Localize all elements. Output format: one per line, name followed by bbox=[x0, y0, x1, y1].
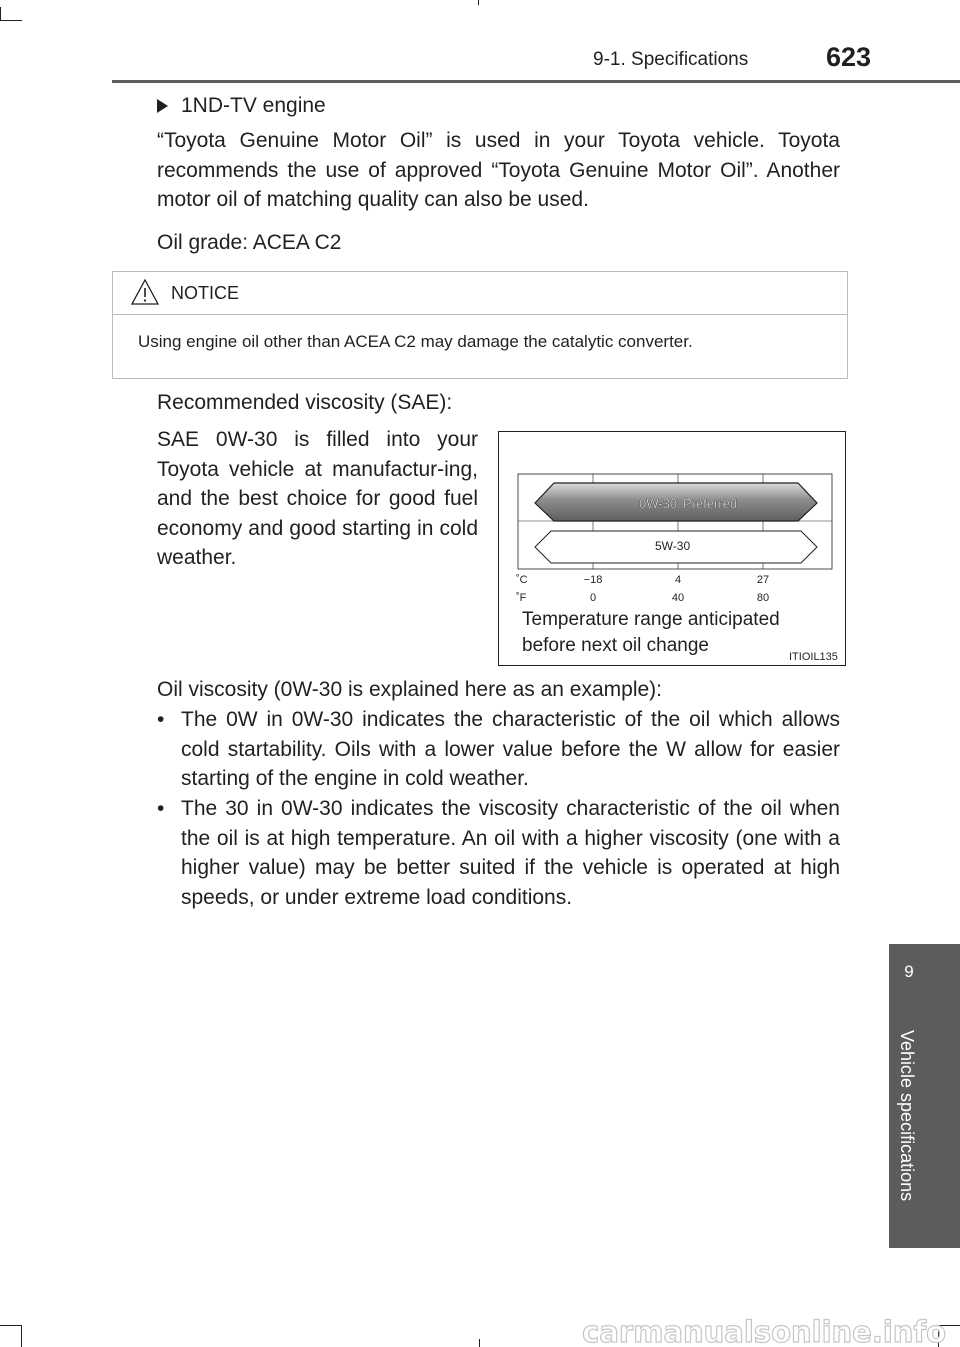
preferred-grade-label: 0W-30 bbox=[639, 496, 678, 511]
bullet-marker: • bbox=[157, 797, 165, 820]
bullet-marker: • bbox=[157, 708, 165, 731]
list-item bbox=[157, 705, 840, 794]
header-rule bbox=[112, 80, 960, 83]
chapter-number: 9 bbox=[904, 962, 914, 981]
crop-mark bbox=[0, 1325, 22, 1326]
celsius-tick-label: −18 bbox=[583, 574, 603, 586]
engine-heading-text: 1ND-TV engine bbox=[181, 94, 326, 117]
crop-mark bbox=[938, 1325, 960, 1326]
figure-code: ITIOIL135 bbox=[789, 651, 838, 663]
crop-mark bbox=[0, 20, 22, 21]
viscosity-figure bbox=[498, 431, 846, 666]
notice-box bbox=[112, 271, 848, 379]
section-title: 9-1. Specifications bbox=[593, 49, 749, 70]
fahrenheit-tick-label: 0 bbox=[589, 592, 597, 604]
watermark-text: carmanualsonline.info bbox=[582, 1315, 946, 1347]
figure-caption bbox=[522, 607, 780, 659]
preferred-text-label: Preferred bbox=[683, 496, 738, 511]
figure-caption-line: before next oil change bbox=[522, 635, 709, 656]
fahrenheit-tick-label: 40 bbox=[671, 592, 685, 604]
crop-mark bbox=[479, 1339, 480, 1347]
list-item-text: The 0W in 0W-30 indicates the characteristic of the oil which allows cold startability. Oils with a lower value before the W allow for easier starting of the engine in cold weather. bbox=[181, 708, 840, 790]
notice-body: Using engine oil other than ACEA C2 may damage the catalytic converter. bbox=[138, 332, 693, 351]
crop-mark bbox=[21, 1325, 22, 1347]
page-number: 623 bbox=[826, 42, 872, 72]
fahrenheit-tick-label: 80 bbox=[756, 592, 770, 604]
crop-mark bbox=[0, 7, 1, 21]
viscosity-heading: Recommended viscosity (SAE): bbox=[157, 391, 453, 414]
list-item-text: The 30 in 0W-30 indicates the viscosity characteristic of the oil when the oil is at high temperature. An oil with a higher viscosity (one with a higher value) may be better suited if the vehicle is operated at high speeds, or under extreme load conditions. bbox=[181, 797, 840, 909]
engine-heading bbox=[157, 94, 326, 118]
figure-caption-line: Temperature range anticipated bbox=[522, 609, 780, 630]
warning-triangle-icon bbox=[130, 278, 160, 306]
viscosity-text: SAE 0W-30 is filled into your Toyota vehicle at manufactur-ing, and the best choice for good fuel economy and good starting in cold weather. bbox=[157, 428, 478, 569]
chapter-tab bbox=[889, 944, 960, 1022]
notice-title: NOTICE bbox=[171, 283, 240, 303]
crop-mark bbox=[478, 0, 479, 5]
crop-mark bbox=[938, 1325, 939, 1347]
intro-paragraph: “Toyota Genuine Motor Oil” is used in your Toyota vehicle. Toyota recommends the use of approved “Toyota Genuine Motor Oil”. Another motor oil of matching quality can also be used. bbox=[157, 129, 840, 211]
celsius-tick-label: 27 bbox=[756, 574, 770, 586]
celsius-tick-label: 4 bbox=[674, 574, 682, 586]
viscosity-explained: Oil viscosity (0W-30 is explained here as an example): bbox=[157, 678, 662, 701]
fahrenheit-unit-label: ˚F bbox=[516, 592, 527, 604]
notice-header bbox=[113, 272, 847, 315]
list-item bbox=[157, 794, 840, 912]
arrow-bullet-icon bbox=[157, 99, 168, 113]
chapter-label: Vehicle specifications bbox=[897, 1030, 917, 1202]
alt-grade-label: 5W-30 bbox=[655, 539, 691, 553]
oil-grade: Oil grade: ACEA C2 bbox=[157, 231, 342, 254]
celsius-unit-label: ˚C bbox=[516, 574, 528, 586]
